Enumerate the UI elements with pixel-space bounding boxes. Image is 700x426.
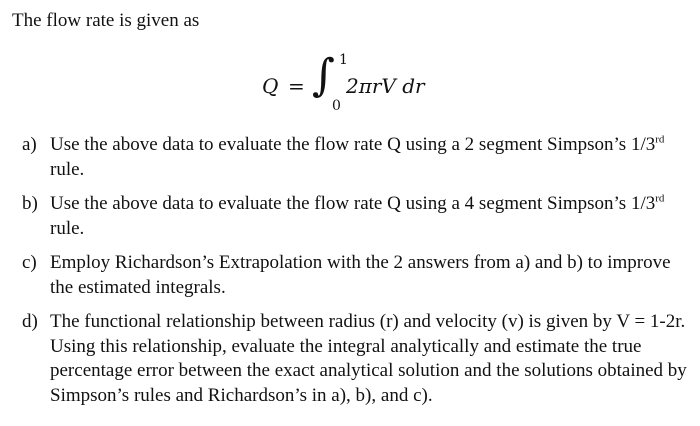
equation-lhs: Q xyxy=(262,74,279,98)
integral-sign: ∫ xyxy=(312,50,335,101)
superscript: rd xyxy=(655,133,665,146)
intro-text: The flow rate is given as xyxy=(12,10,200,31)
item-text: Use the above data to evaluate the flow rate Q using a 4 segment Simpson’s 1/3 xyxy=(50,193,656,214)
question-d xyxy=(22,310,694,408)
item-text: Employ Richardson’s Extrapolation with the 2 answers from a) and b) to improve the estimated integrals. xyxy=(50,252,671,298)
item-tail: rule. xyxy=(50,217,85,239)
item-label: c) xyxy=(22,252,37,273)
superscript: rd xyxy=(655,192,665,205)
integrand: 2πrV dr xyxy=(346,74,425,98)
upper-limit: 1 xyxy=(339,52,348,68)
question-c xyxy=(22,251,694,300)
item-text: Use the above data to evaluate the flow rate Q using a 2 segment Simpson’s 1/3 xyxy=(50,134,656,155)
lower-limit: 0 xyxy=(332,98,341,114)
item-text: The functional relationship between radius (r) and velocity (v) is given by V = 1-2r. Using this relationship, evaluate the integral analytically and estimate the true percentage error between the exact analytical solution and the solutions obtained by Simpson’s rules and Richardson’s in a), b), and c). xyxy=(50,311,687,406)
equals-sign: = xyxy=(288,74,305,98)
item-label: b) xyxy=(22,193,38,214)
item-label: d) xyxy=(22,311,38,332)
item-label: a) xyxy=(22,134,37,155)
question-list xyxy=(22,133,694,418)
item-tail: rule. xyxy=(50,158,85,180)
question-b xyxy=(22,192,694,241)
question-a xyxy=(22,133,694,182)
